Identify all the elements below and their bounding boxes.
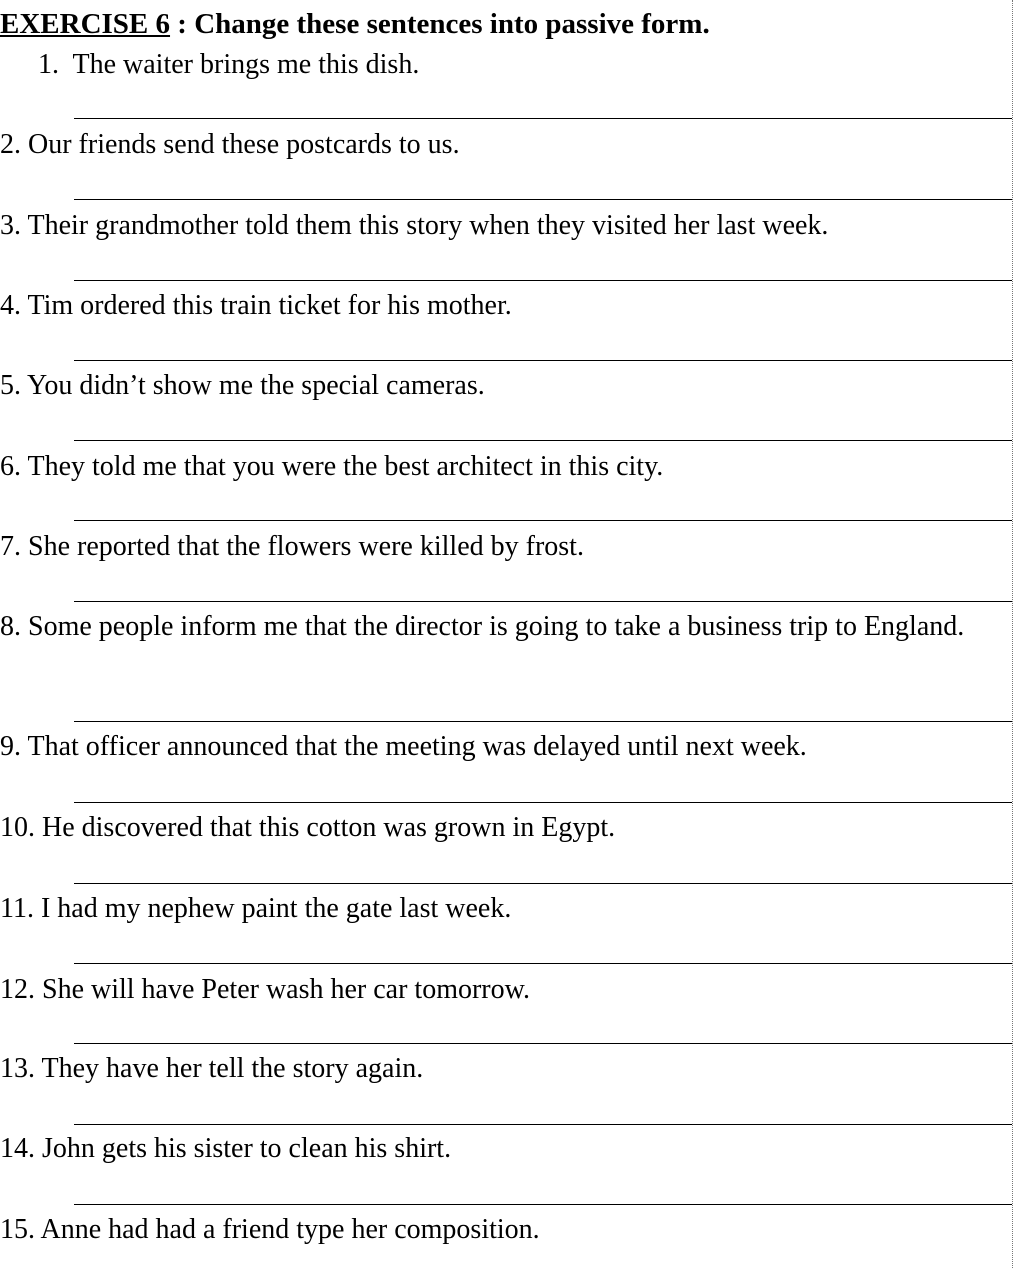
question-text: She will have Peter wash her car tomorrow. (42, 974, 531, 1005)
question-2 (0, 126, 1012, 164)
question-6 (0, 448, 1012, 486)
question-number: 15. (0, 1214, 35, 1245)
answer-line-11[interactable] (74, 963, 1012, 964)
answer-line-14[interactable] (74, 1204, 1012, 1205)
question-number: 13. (0, 1053, 35, 1084)
page-border (1012, 0, 1013, 1268)
question-number: 8. (0, 611, 21, 642)
question-number: 11. (0, 893, 34, 924)
question-number: 5. (0, 370, 21, 401)
question-14 (0, 1130, 1012, 1168)
question-number: 10. (0, 812, 35, 843)
question-9 (0, 728, 1012, 766)
question-12 (0, 971, 1012, 1009)
exercise-label: EXERCISE 6 (0, 8, 171, 40)
answer-line-3[interactable] (74, 280, 1012, 281)
question-text: Tim ordered this train ticket for his mother. (27, 290, 512, 321)
question-text: Some people inform me that the director is going to take a business trip to England. (28, 611, 965, 642)
question-5 (0, 367, 1012, 405)
question-text: Our friends send these postcards to us. (28, 129, 460, 160)
answer-line-2[interactable] (74, 199, 1012, 200)
question-text: You didn’t show me the special cameras. (26, 370, 485, 401)
question-text: Their grandmother told them this story when they visited her last week. (27, 210, 829, 241)
answer-line-9[interactable] (74, 802, 1012, 803)
question-text: Anne had had a friend type her composition. (40, 1214, 540, 1245)
exercise-title (0, 6, 710, 42)
question-text: She reported that the flowers were killed by frost. (28, 531, 584, 562)
question-7 (0, 528, 1012, 566)
question-13 (0, 1050, 1012, 1088)
question-number: 7. (0, 531, 21, 562)
question-number: 3. (0, 210, 21, 241)
question-4 (0, 287, 1012, 325)
answer-line-13[interactable] (74, 1124, 1012, 1125)
question-text: They told me that you were the best architect in this city. (27, 451, 664, 482)
answer-line-7[interactable] (74, 601, 1012, 602)
question-1 (38, 46, 1024, 84)
question-number: 6. (0, 451, 21, 482)
question-number: 9. (0, 731, 21, 762)
question-number: 4. (0, 290, 21, 321)
question-15 (0, 1211, 1012, 1249)
question-3 (0, 207, 1012, 245)
question-text: John gets his sister to clean his shirt. (42, 1133, 452, 1164)
question-text: They have her tell the story again. (41, 1053, 424, 1084)
answer-line-12[interactable] (74, 1043, 1012, 1044)
answer-line-10[interactable] (74, 883, 1012, 884)
question-text: I had my nephew paint the gate last week. (40, 893, 512, 924)
answer-line-6[interactable] (74, 520, 1012, 521)
question-number: 2. (0, 129, 21, 160)
question-number: 14. (0, 1133, 35, 1164)
answer-line-8[interactable] (74, 721, 1012, 722)
question-number: 12. (0, 974, 35, 1005)
answer-line-4[interactable] (74, 360, 1012, 361)
question-text: He discovered that this cotton was grown in Egypt. (42, 812, 616, 843)
question-text: The waiter brings me this dish. (72, 49, 420, 80)
question-number: 1. (38, 49, 59, 80)
question-11 (0, 890, 1012, 928)
answer-line-1[interactable] (74, 118, 1012, 119)
question-10 (0, 809, 1012, 847)
answer-line-5[interactable] (74, 440, 1012, 441)
question-text: That officer announced that the meeting was delayed until next week. (27, 731, 807, 762)
question-8 (0, 608, 1012, 646)
exercise-instruction: : Change these sentences into passive form. (170, 8, 710, 40)
